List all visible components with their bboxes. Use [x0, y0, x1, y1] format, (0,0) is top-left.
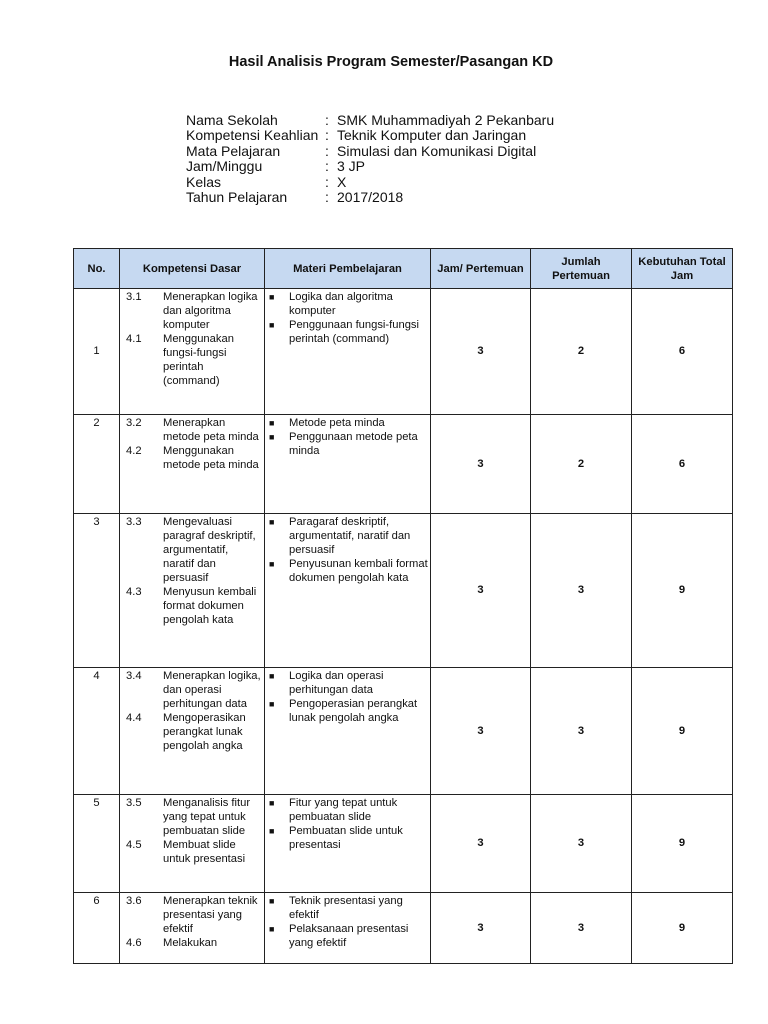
- jam-pertemuan: 3: [431, 289, 531, 415]
- jumlah-pertemuan: 3: [531, 514, 632, 668]
- materi-text: Pelaksanaan presentasi yang efektif: [289, 923, 409, 949]
- jam-pertemuan: 3: [431, 415, 531, 514]
- bullet-icon: ■: [269, 798, 275, 808]
- materi-text: Logika dan algoritma komputer: [289, 291, 393, 317]
- table-row: [74, 415, 733, 514]
- materi-text: Penggunaan metode peta minda: [289, 431, 418, 457]
- kd-item: [122, 796, 262, 838]
- kd-cell: [120, 514, 265, 668]
- header-jam-pertemuan: Jam/ Pertemuan: [431, 249, 531, 289]
- kd-item: [122, 585, 262, 627]
- info-value: 2017/2018: [337, 189, 404, 206]
- kd-item: [122, 416, 262, 444]
- info-row: [186, 128, 554, 143]
- info-row: [186, 190, 554, 205]
- info-label: Kelas: [186, 173, 222, 190]
- bullet-icon: ■: [269, 320, 275, 330]
- info-row: [186, 113, 554, 128]
- info-colon: :: [325, 189, 329, 206]
- info-value: 3 JP: [337, 158, 366, 175]
- materi-text: Logika dan operasi perhitungan data: [289, 670, 384, 696]
- kd-code: 4.2: [126, 445, 142, 457]
- kd-cell: [120, 668, 265, 795]
- row-number: 3: [74, 514, 120, 668]
- kd-text: Menerapkan teknik presentasi yang efektif: [163, 895, 258, 935]
- info-label: Jam/Minggu: [186, 158, 263, 175]
- total-jam: 6: [632, 289, 733, 415]
- materi-text: Penggunaan fungsi-fungsi perintah (command): [289, 319, 420, 345]
- info-row: [186, 175, 554, 190]
- kd-text: Menggunakan metode peta minda: [163, 445, 259, 471]
- info-label: Tahun Pelajaran: [186, 189, 288, 206]
- bullet-icon: ■: [269, 432, 275, 442]
- bullet-icon: ■: [269, 924, 275, 934]
- jumlah-pertemuan: 2: [531, 415, 632, 514]
- kd-code: 4.4: [126, 712, 142, 724]
- table-row: [74, 893, 733, 964]
- header-no: No.: [74, 249, 120, 289]
- kd-analysis-table: [73, 248, 733, 964]
- materi-item: [267, 290, 428, 318]
- jam-pertemuan: 3: [431, 668, 531, 795]
- kd-code: 4.3: [126, 586, 142, 598]
- materi-item: [267, 824, 428, 852]
- materi-cell: [265, 415, 431, 514]
- materi-item: [267, 318, 428, 346]
- kd-text: Menggunakan fungsi-fungsi perintah (command): [163, 333, 234, 387]
- document-title: Hasil Analisis Program Semester/Pasangan KD: [228, 54, 554, 70]
- total-jam: 9: [632, 514, 733, 668]
- materi-text: Pengoperasian perangkat lunak pengolah angka: [289, 698, 418, 724]
- bullet-icon: ■: [269, 559, 275, 569]
- kd-item: [122, 515, 262, 585]
- row-number: 4: [74, 668, 120, 795]
- kd-code: 4.6: [126, 937, 142, 949]
- info-row: [186, 144, 554, 159]
- kd-item: [122, 711, 262, 753]
- materi-cell: [265, 893, 431, 964]
- header-total-jam: Kebutuhan Total Jam: [632, 249, 733, 289]
- materi-item: [267, 515, 428, 557]
- info-colon: :: [325, 158, 329, 175]
- table-row: [74, 795, 733, 893]
- kd-text: Menerapkan logika, dan operasi perhitungan data: [163, 670, 261, 710]
- kd-text: Melakukan: [163, 937, 218, 949]
- kd-item: [122, 669, 262, 711]
- kd-code: 3.6: [126, 895, 142, 907]
- kd-text: Membuat slide untuk presentasi: [163, 839, 246, 865]
- total-jam: 9: [632, 893, 733, 964]
- info-value: Simulasi dan Komunikasi Digital: [337, 142, 537, 159]
- bullet-icon: ■: [269, 418, 275, 428]
- jumlah-pertemuan: 3: [531, 668, 632, 795]
- total-jam: 6: [632, 415, 733, 514]
- kd-cell: [120, 289, 265, 415]
- header-materi: Materi Pembelajaran: [265, 249, 431, 289]
- info-label: Kompetensi Keahlian: [186, 127, 319, 144]
- row-number: 2: [74, 415, 120, 514]
- bullet-icon: ■: [269, 826, 275, 836]
- kd-text: Menyusun kembali format dokumen pengolah kata: [163, 586, 257, 626]
- kd-item: [122, 838, 262, 866]
- bullet-icon: ■: [269, 671, 275, 681]
- materi-cell: [265, 668, 431, 795]
- info-colon: :: [325, 142, 329, 159]
- info-row: [186, 159, 554, 174]
- header-kompetensi-dasar: Kompetensi Dasar: [120, 249, 265, 289]
- kd-code: 3.4: [126, 670, 142, 682]
- materi-item: [267, 669, 428, 697]
- info-label: Mata Pelajaran: [186, 142, 281, 159]
- materi-cell: [265, 289, 431, 415]
- kd-item: [122, 894, 262, 936]
- materi-text: Paragaraf deskriptif, argumentatif, naratif dan persuasif: [289, 516, 411, 556]
- materi-item: [267, 922, 428, 950]
- kd-text: Menerapkan logika dan algoritma komputer: [163, 291, 258, 331]
- row-number: 1: [74, 289, 120, 415]
- materi-text: Penyusunan kembali format dokumen pengolah kata: [289, 558, 428, 584]
- kd-code: 3.2: [126, 417, 142, 429]
- header-jumlah-pertemuan: Jumlah Pertemuan: [531, 249, 632, 289]
- kd-cell: [120, 795, 265, 893]
- info-colon: :: [325, 127, 329, 144]
- materi-text: Teknik presentasi yang efektif: [289, 895, 403, 921]
- jam-pertemuan: 3: [431, 514, 531, 668]
- row-number: 5: [74, 795, 120, 893]
- table-header-row: [74, 249, 733, 289]
- materi-text: Metode peta minda: [289, 417, 385, 429]
- materi-cell: [265, 514, 431, 668]
- info-colon: :: [325, 112, 329, 128]
- bullet-icon: ■: [269, 699, 275, 709]
- total-jam: 9: [632, 668, 733, 795]
- materi-item: [267, 796, 428, 824]
- info-value: SMK Muhammadiyah 2 Pekanbaru: [337, 112, 555, 128]
- table-row: [74, 289, 733, 415]
- materi-item: [267, 894, 428, 922]
- kd-item: [122, 936, 262, 950]
- kd-cell: [120, 415, 265, 514]
- bullet-icon: ■: [269, 517, 275, 527]
- table-row: [74, 514, 733, 668]
- materi-text: Fitur yang tepat untuk pembuatan slide: [289, 797, 398, 823]
- kd-item: [122, 332, 262, 388]
- jam-pertemuan: 3: [431, 795, 531, 893]
- jumlah-pertemuan: 3: [531, 795, 632, 893]
- materi-cell: [265, 795, 431, 893]
- row-number: 6: [74, 893, 120, 964]
- kd-text: Mengoperasikan perangkat lunak pengolah angka: [163, 712, 246, 752]
- bullet-icon: ■: [269, 292, 275, 302]
- kd-code: 4.5: [126, 839, 142, 851]
- kd-code: 4.1: [126, 333, 142, 345]
- kd-item: [122, 444, 262, 472]
- materi-text: Pembuatan slide untuk presentasi: [289, 825, 403, 851]
- info-value: X: [337, 173, 347, 190]
- info-colon: :: [325, 173, 329, 190]
- materi-item: [267, 697, 428, 725]
- materi-item: [267, 416, 428, 430]
- info-value: Teknik Komputer dan Jaringan: [337, 127, 527, 144]
- total-jam: 9: [632, 795, 733, 893]
- kd-code: 3.1: [126, 291, 142, 303]
- materi-item: [267, 430, 428, 458]
- materi-item: [267, 557, 428, 585]
- kd-code: 3.3: [126, 516, 142, 528]
- kd-code: 3.5: [126, 797, 142, 809]
- info-label: Nama Sekolah: [186, 112, 278, 128]
- kd-cell: [120, 893, 265, 964]
- kd-text: Menganalisis fitur yang tepat untuk pembuatan slide: [163, 797, 251, 837]
- kd-text: Mengevaluasi paragraf deskriptif, argumentatif, naratif dan persuasif: [163, 516, 256, 584]
- jam-pertemuan: 3: [431, 893, 531, 964]
- table-row: [74, 668, 733, 795]
- bullet-icon: ■: [269, 896, 275, 906]
- kd-text: Menerapkan metode peta minda: [163, 417, 259, 443]
- kd-item: [122, 290, 262, 332]
- jumlah-pertemuan: 3: [531, 893, 632, 964]
- school-info: [186, 113, 554, 205]
- jumlah-pertemuan: 2: [531, 289, 632, 415]
